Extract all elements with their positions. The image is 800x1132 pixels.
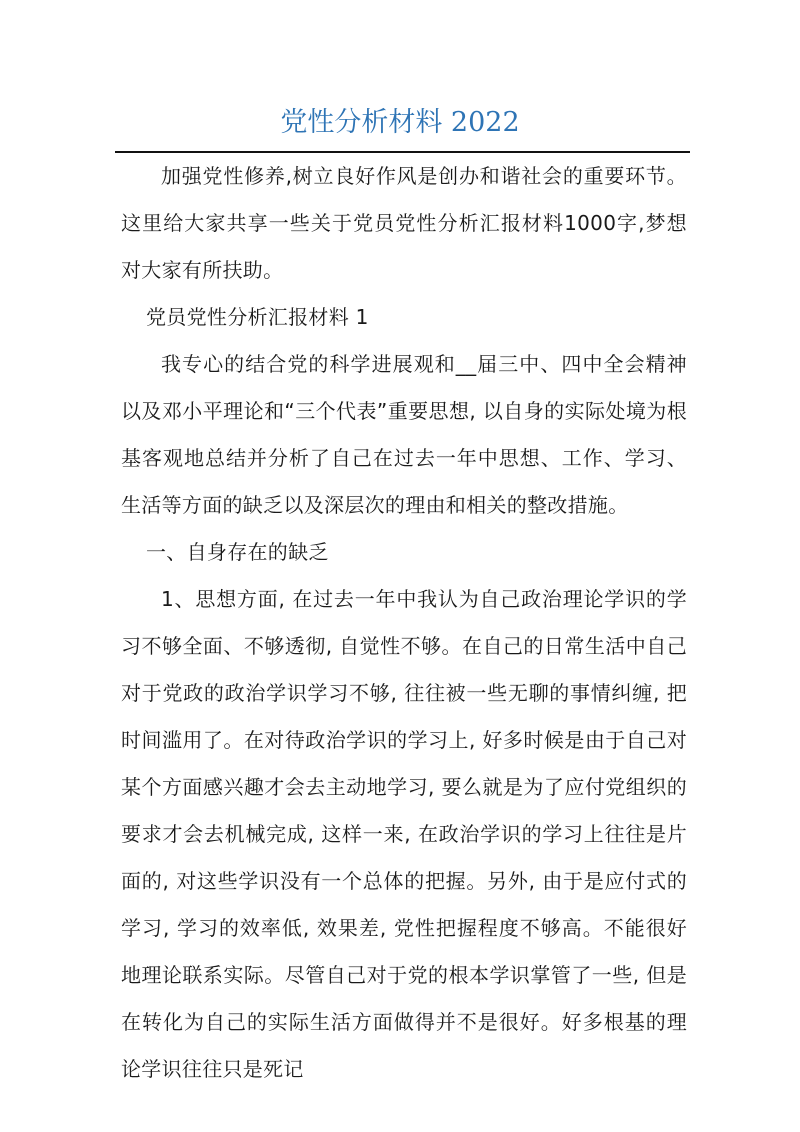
subsection-heading: 一、自身存在的缺乏 xyxy=(146,540,329,564)
section-heading: 党员党性分析汇报材料 1 xyxy=(146,305,369,329)
document-title: 党性分析材料 2022 xyxy=(280,107,520,138)
body-paragraph: 我专心的结合党的科学进展观和__届三中、四中全会精神以及邓小平理论和“三个代表”重要思想, 以自身的实际处境为根基客观地总结并分析了自己在过去一年中思想、工作、学习、生活等方面的缺乏以及深层次的理由和相关的整改措施。 xyxy=(121,352,687,517)
body-paragraph: 1、思想方面, 在过去一年中我认为自己政治理论学识的学习不够全面、不够透彻, 自觉性不够。在自己的日常生活中自己对于党政的政治学识学习不够, 往往被一些无聊的事情纠缠, 把时间滥用了。在对待政治学识的学习上, 好多时候是由于自己对某个方面感兴趣才会去主动地学习, 要么就是为了应付党组织的要求才会去机械完成, 这样一来, 在政治学识的学习上往往是片面的, 对这些学识没有一个总体的把握。另外, 由于是应付式的学习, 学习的效率低, 效果差, 党性把握程度不够高。不能很好地理论联系实际。尽管自己对于党的根本学识掌管了一些, 但是在转化为自己的实际生活方面做得并不是很好。好多根基的理论学识往往只是死记 xyxy=(121,587,687,1081)
intro-paragraph: 加强党性修养,树立良好作风是创办和谐社会的重要环节。这里给大家共享一些关于党员党性分析汇报材料1000字,梦想对大家有所扶助。 xyxy=(121,164,687,282)
document-body xyxy=(121,153,687,1093)
